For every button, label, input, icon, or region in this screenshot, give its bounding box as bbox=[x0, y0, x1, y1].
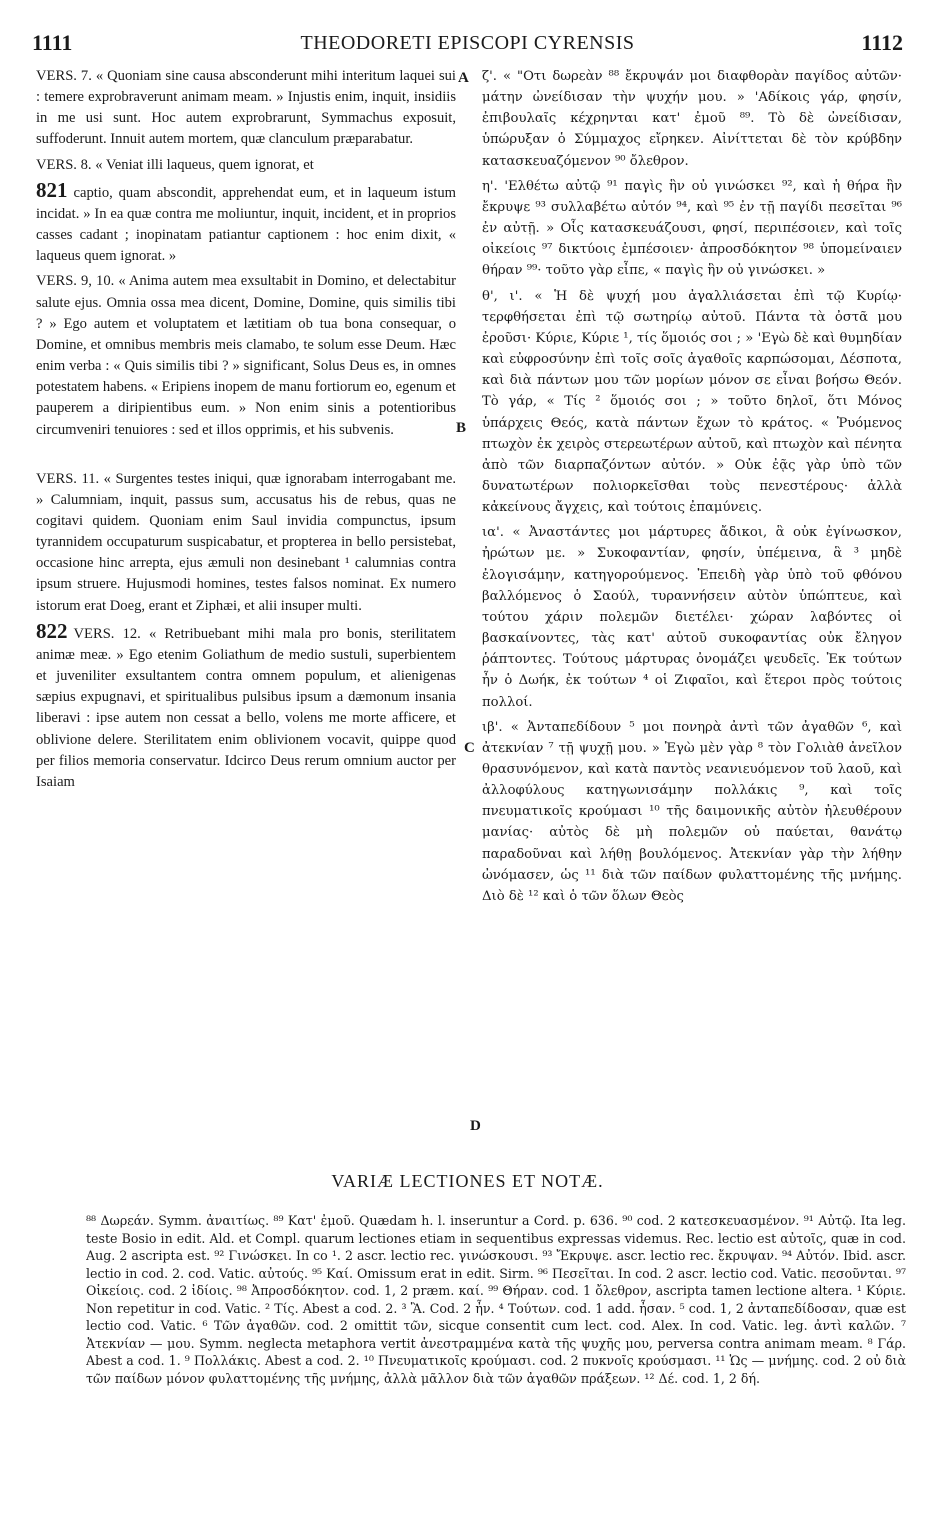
latin-verse-8 bbox=[36, 177, 456, 268]
greek-verse-8: η'. 'Ελθέτω αὐτῷ ⁹¹ παγὶς ἣν οὐ γινώσκει ⁹², καὶ ἡ θήρα ἣν ἔκρυψε ⁹³ συλλαβέτω αὐτόν ⁹⁴, καὶ ⁹⁵ ἐν τῇ παγίδι πεσεῖται ⁹⁶ ἐν αὐτῇ. » Οἷς κατασκευάζουσι, φησί, περιπέσοιεν, καὶ τοῖς οἰκείοις ⁹⁷ δικτύοις ἐμπέσοιεν· ἀπροσδόκητον ⁹⁸ ὑπομείναιεν θήραν ⁹⁹· τοῦτο γὰρ εἶπε, « παγὶς ἣν οὐ γινώσκει. » bbox=[482, 178, 902, 279]
margin-letter-d: D bbox=[470, 1118, 481, 1134]
column-marker-822: 822 bbox=[36, 618, 68, 643]
greek-verse-7: ζ'. « "Οτι δωρεὰν ⁸⁸ ἔκρυψάν μοι διαφθορὰν παγίδος αὐτῶν· μάτην ὠνείδισαν τὴν ψυχήν μου. » 'Αδίκοις γάρ, φησίν, ἐπιβουλαῖς κέχρηνται κατ' ἐμοῦ ⁸⁹. Τὸ δὲ ὠνείδισαν, ὑπώρυξαν ὁ Σύμμαχος εἴρηκεν. Αἰνίττεται δὲ τὸν κρύβδην κατασκευαζόμενον ⁹⁰ ὄλεθρον. bbox=[482, 69, 902, 169]
latin-verse-9-10: VERS. 9, 10. « Anima autem mea exsultabit in Domino, et delectabitur salute ejus. Omnia ossa mea dicent, Domine, Domine, quis similis tibi ? » Ego autem et voluptatem et lætitiam ob tua bona consequar, o Domine, et omnibus membris meis clamabo, te solum esse Deum. Hæc enim verba : « Quis similis tibi ? » significant, Solus Deus es, in omnes potestatem habens. « Eripiens inopem de manu fortiorum eo, egenum et pauperem a diripientibus eum. » Non enim sinis a potentioribus circumveniri tenuiores : sed et illos opprimis, et his subvenis. bbox=[36, 273, 456, 438]
margin-letter-b: B bbox=[456, 420, 467, 436]
page-header bbox=[28, 30, 907, 60]
latin-verse-11: VERS. 11. « Surgentes testes iniqui, quæ ignorabam interrogabant me. » Calumniam, inquit, passus sum, accusatus his de rebus, quas ne cogitavi quidem. Quoniam enim Saul invidia compunctus, ipsum tyrannidem occupaturum suspicabatur, et propterea in bello persistebat, occasione hinc arrepta, ejus æmuli non desinebant ¹ calumnias contra ipsum struere. Hujusmodi homines, testes falsos nominat. Ex numero istorum erat Doeg, erant et Ziphæi, et alii insuper multi. bbox=[36, 470, 456, 614]
page-number-right: 1112 bbox=[861, 30, 903, 55]
notes-text: ⁸⁸ Δωρεάν. Symm. ἀναιτίως. ⁸⁹ Κατ' ἐμοῦ. Quædam h. l. inseruntur a Cord. p. 636. ⁹⁰ cod. 2 κατεσκευασμένον. ⁹¹ Αὐτῷ. Ita leg. teste Bosio in edit. Ald. et Compl. quarum lectiones etiam in sequentibus expressas videmus. Rec. lectio est αὐτοῖς, quæ in cod. Aug. 2 ascripta est. ⁹² Γινώσκει. In co ¹. 2 ascr. lectio rec. γινώσκουσι. ⁹³ Ἔκρυψε. ascr. lectio rec. ἔκρυψαν. ⁹⁴ Αὐτόν. Ibid. ascr. lectio in cod. 2. cod. Vatic. αὐτούς. ⁹⁵ Καί. Omissum erat in edit. Sirm. ⁹⁶ Πεσεῖται. In cod. 2 ascr. lectio cod. Vatic. πεσοῦνται. ⁹⁷ Οἰκείοις. cod. 2 ἰδίοις. ⁹⁸ Ἀπροσδόκητον. cod. 1, 2 præm. καί. ⁹⁹ Θήραν. cod. 1 ὄλεθρον, ascripta tamen lectione altera. ¹ Κύριε. Non repetitur in cod. Vatic. ² Τίς. Abest a cod. 2. ³ Ἃ. Cod. 2 ἦν. ⁴ Τούτων. cod. 1 add. ἦσαν. ⁵ cod. 1, 2 ἀνταπεδίδοσαν, quæ est lectio cod. Vatic. ⁶ Τῶν ἀγαθῶν. cod. 2 omittit τῶν, sicque consentit cum lect. cod. Alex. In cod. Vatic. leg. ἀντὶ καλῶν. ⁷ Ἀτεκνίαν — μου. Symm. neglecta metaphora vertit ἀνεστραμμένα κατὰ τῆς ψυχῆς μου, perversa contra animam meam. ⁸ Γάρ. Abest a cod. 1. ⁹ Πολλάκις. Abest a cod. 2. ¹⁰ Πνευματικοῖς κρούμασι. cod. 2 πυκνοῖς κρούσμασι. ¹¹ Ὡς — μνήμης. cod. 2 οὐ διὰ τῶν παίδων μόνον φυλαττομένης τῆς μνήμης, ἀλλὰ μᾶλλον διὰ τῶν ἀγαθῶν πράξεων. ¹² Δέ. cod. 1, 2 δή. bbox=[86, 1213, 906, 1386]
margin-letter-c: C bbox=[464, 740, 475, 756]
latin-verse-8-intro: VERS. 8. « Veniat illi laqueus, quem ignorat, et bbox=[36, 156, 314, 173]
greek-column bbox=[482, 66, 902, 1156]
margin-letter-a: A bbox=[458, 70, 469, 86]
notes-heading: VARIÆ LECTIONES ET NOTÆ. bbox=[331, 1171, 604, 1191]
latin-verse-12-text: VERS. 12. « Retribuebant mihi mala pro bonis, sterilitatem animæ meæ. » Ego etenim Goliathum de medio sustuli, superbientem et juveniliter exsultantem contra omnem populum, et alienigenas sæpius expugnavi, et spiritualibus pulsibus ipsum a dæmonum insania liberavi : ipse autem non cessat a bello, volens me morte afficere, et oblivione delere. Sterilitatem enim oblivionem vocavit, quippe quod per filios memoria conservatur. Idcirco Deus rerum omnium auctor per Isaiam bbox=[36, 625, 456, 790]
page-number-left: 1111 bbox=[32, 30, 73, 55]
latin-verse-12 bbox=[36, 618, 456, 793]
latin-column bbox=[36, 66, 456, 1156]
greek-verse-11: ια'. « Ἀναστάντες μοι μάρτυρες ἄδικοι, ἃ οὐκ ἐγίνωσκον, ἠρώτων με. » Συκοφαντίαν, φησίν, ὑπέμεινα, ἃ ³ μηδὲ ἐλογισάμην, κατηγορούμενος. Ἐπειδὴ γὰρ ὑπὸ τοῦ φθόνου βαλλόμενος ὁ Σαούλ, τυραννήσειν αὐτὸν ὑπώπτευε, καὶ τούτου χάριν πολεμῶν διετέλει· χώραν λαβόντες οἱ βασκαίνοντες, τὰς κατ' αὐτοῦ συκοφαντίας οὐκ ἔληγον ῥάπτοντες. Τούτους μάρτυρας ὀνομάζει ψευδεῖς. Ἐκ τούτων ἦν ὁ Δωήκ, ἐκ τούτων ⁴ οἱ Ζιφαῖοι, καὶ ἕτεροι πρὸς τούτοις πολλοί. bbox=[482, 525, 902, 710]
greek-verse-12: ιβ'. « Ἀνταπεδίδουν ⁵ μοι πονηρὰ ἀντὶ τῶν ἀγαθῶν ⁶, καὶ ἀτεκνίαν ⁷ τῇ ψυχῇ μου. » Ἐγὼ μὲν γὰρ ⁸ τὸν Γολιὰθ ἀνεῖλον θρασυνόμενον, καὶ κατὰ παντὸς νεανιευόμενον τοῦ λαοῦ, καὶ ἀλλοφύλους κατηγωνισάμην πολλάκις ⁹, καὶ τοῖς πνευματικοῖς κρούμασι ¹⁰ τῆς δαιμονικῆς αὐτὸν ἠλευθέρουν μανίας· αὐτὸς δὲ μὴ πολεμῶν οὐ παύεται, θανάτῳ παραδοῦναι καὶ λήθῃ βουλόμενος. Ἀτεκνίαν γὰρ τὴν λήθην ὠνόμασεν, ὡς ¹¹ διὰ τῶν παίδων φυλαττομένης τῆς μνήμης. Διὸ δὲ ¹² καὶ ὁ τῶν ὅλων Θεὸς bbox=[482, 719, 902, 904]
latin-verse-8-text: captio, quam abscondit, apprehendat eum, et in laqueum istum incidat. » In ea quæ contra me moliuntur, inquit, incident, et in proprios casses cadant ; inopinatam patiantur captionem : hoc enim dixit, « laqueus quem ignorat. » bbox=[36, 184, 456, 265]
notes-section bbox=[86, 1212, 906, 1532]
latin-verse-7: VERS. 7. « Quoniam sine causa absconderunt mihi interitum laquei sui : temere exprobraverunt animam meam. » Injustis enim, inquit, insidiis in me usi sunt. Hoc autem exprobrarunt, Symmachus exposuit, suffoderunt. Innuit autem mortem, quæ clanculum præparabatur. bbox=[36, 68, 456, 148]
column-marker-821: 821 bbox=[36, 177, 68, 202]
running-title: THEODORETI EPISCOPI CYRENSIS bbox=[300, 32, 635, 54]
greek-verse-9-10: θ', ι'. « Ἡ δὲ ψυχή μου ἀγαλλιάσεται ἐπὶ τῷ Κυρίῳ· τερφθήσεται ἐπὶ τῷ σωτηρίῳ αὐτοῦ. Πάντα τὰ ὀστᾶ μου ἐροῦσι· Κύριε, Κύριε ¹, τίς ὅμοιός σοι ; » 'Εγὼ δὲ καὶ θυμηδίαν καὶ εὐφροσύνην ἐπὶ τοῖς σοῖς ἀγαθοῖς καρπώσομαι, Δέσποτα, καὶ διὰ πάντων μου τῶν μορίων μόνον σε εἶναι βοήσω Θεόν. Τὸ γάρ, « Τίς ² ὅμοιός σοι ; » τοῦτο δηλοῖ, ὅτι Μόνος ὑπάρχεις Θεός, κατὰ πάντων ἔχων τὸ κράτος. « Ῥυόμενος πτωχὸν ἐκ χειρὸς στερεωτέρων αὐτοῦ, καὶ πτωχὸν καὶ πένητα ἀπὸ τῶν διαρπαζόντων αὐτόν. » Οὐκ ἐᾷς γὰρ ὑπὸ τῶν δυνατωτέρων πολιορκεῖσθαι τοὺς πενεστέρους· ἀλλὰ κἀκείνους ἄγχεις, καὶ τούτοις ἐπαμύνεις. bbox=[482, 288, 902, 516]
